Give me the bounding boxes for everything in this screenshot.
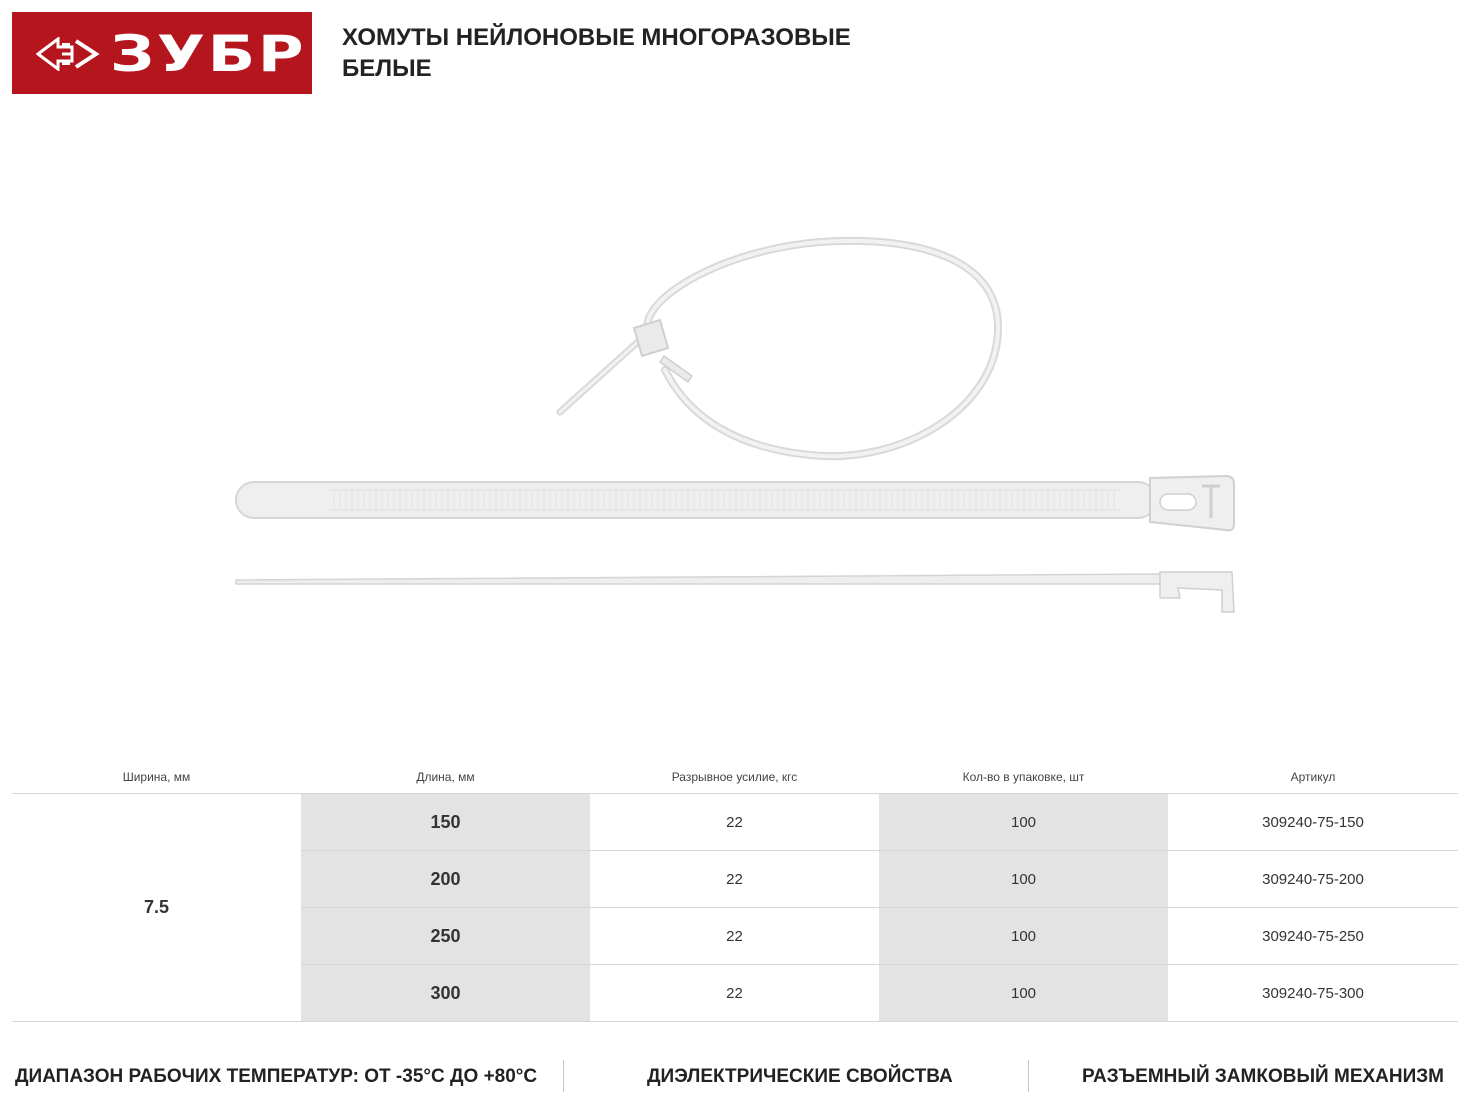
header-force: Разрывное усилие, кгс	[590, 760, 879, 794]
force-cell: 22	[590, 794, 879, 851]
feature-dielectric: ДИЭЛЕКТРИЧЕСКИЕ СВОЙСТВА	[647, 1066, 953, 1087]
brand-arrow-emblem-icon	[36, 37, 100, 71]
page-title	[342, 22, 862, 84]
length-cell: 250	[301, 908, 590, 965]
qty-cell: 100	[879, 851, 1168, 908]
feature-divider	[563, 1060, 564, 1092]
header-sku: Артикул	[1168, 760, 1458, 794]
cable-tie-icon	[0, 180, 1465, 630]
brand-name: ЗУБР	[110, 25, 307, 83]
sku-cell: 309240-75-150	[1168, 794, 1458, 851]
header-length: Длина, мм	[301, 760, 590, 794]
header-width: Ширина, мм	[12, 760, 301, 794]
title-line-2: БЕЛЫЕ	[342, 55, 432, 82]
force-cell: 22	[590, 851, 879, 908]
length-cell: 300	[301, 965, 590, 1022]
header-qty: Кол-во в упаковке, шт	[879, 760, 1168, 794]
table-row	[12, 794, 1458, 851]
feature-divider	[1028, 1060, 1029, 1092]
sku-cell: 309240-75-300	[1168, 965, 1458, 1022]
table-header-row	[12, 760, 1458, 794]
features-bar	[0, 1058, 1465, 1096]
qty-cell: 100	[879, 965, 1168, 1022]
sku-cell: 309240-75-200	[1168, 851, 1458, 908]
sku-cell: 309240-75-250	[1168, 908, 1458, 965]
feature-temperature: ДИАПАЗОН РАБОЧИХ ТЕМПЕРАТУР: ОТ -35°С ДО +80°С	[15, 1066, 538, 1087]
qty-cell: 100	[879, 908, 1168, 965]
length-cell: 150	[301, 794, 590, 851]
force-cell: 22	[590, 908, 879, 965]
width-value: 7.5	[12, 794, 301, 1022]
feature-lock: РАЗЪЕМНЫЙ ЗАМКОВЫЙ МЕХАНИЗМ	[1082, 1066, 1444, 1087]
brand-logo	[12, 12, 312, 94]
force-cell: 22	[590, 965, 879, 1022]
qty-cell: 100	[879, 794, 1168, 851]
title-line-1: ХОМУТЫ НЕЙЛОНОВЫЕ МНОГОРАЗОВЫЕ	[342, 24, 851, 51]
length-cell: 200	[301, 851, 590, 908]
spec-table	[12, 760, 1458, 1022]
